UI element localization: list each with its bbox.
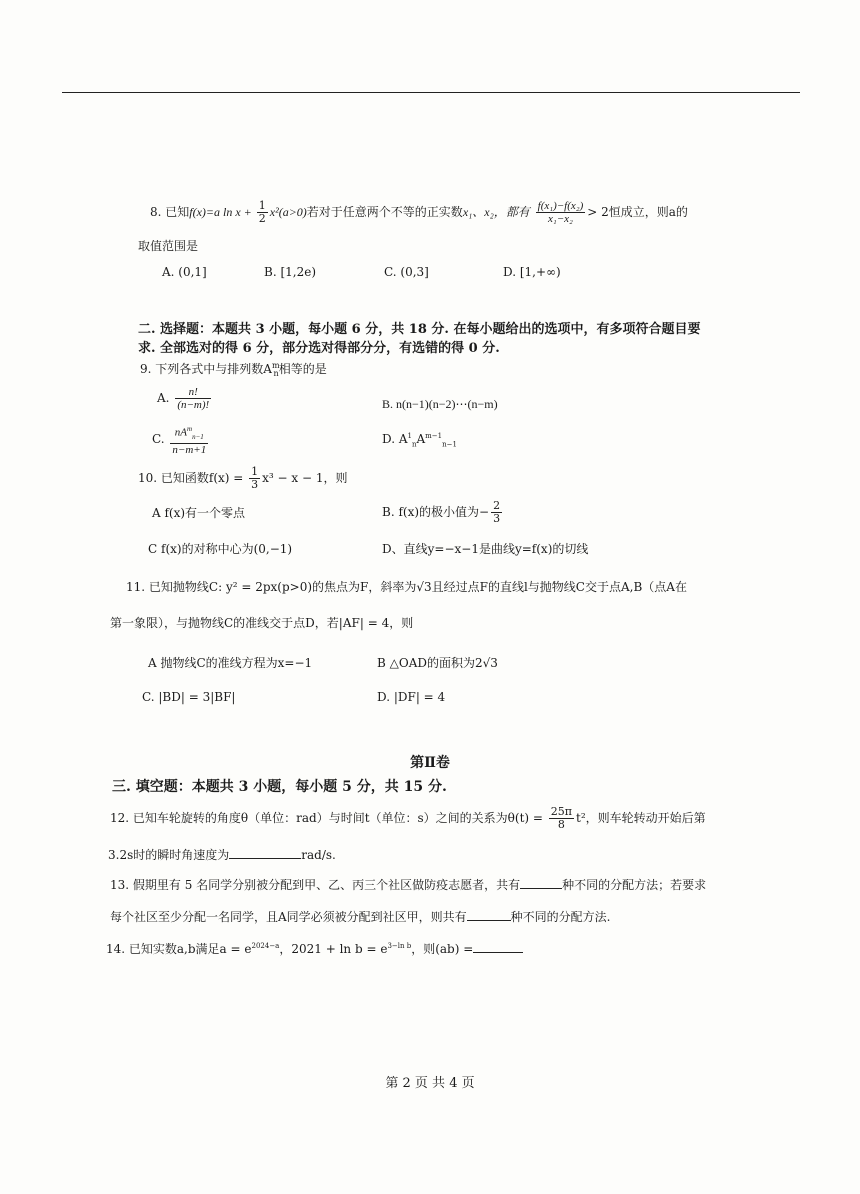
q12-unit: rad/s. [301,848,336,862]
q10-stem-text: 10. 已知函数f(x) = [138,471,248,485]
q10-option-c: C f(x)的对称中心为(0,−1) [148,542,293,556]
q9-a-den: (n−m)! [177,399,210,411]
q9-a-num: n! [175,386,211,399]
question-14 [106,940,523,957]
q8-expr2: x²(a>0) [269,205,307,219]
q14-answer-blank[interactable] [473,940,523,953]
q8-frac-den: x₁−x₂ [548,213,573,225]
q9-sub: n [273,369,279,379]
page-number: 第 2 页 共 4 页 [385,1076,475,1091]
q9-d-mid: A [416,432,426,446]
question-11-line1: 11. 已知抛物线C: y² = 2px(p>0)的焦点为F，斜率为√3且经过点F的直线l与抛物线C交于点A,B（点A在 [126,580,687,594]
q9-option-b: B. n(n−1)(n−2)⋯(n−m) [382,397,498,411]
q9-d-sub2: n−1 [442,440,457,449]
q9-option-a [157,386,213,411]
section2-line1: 二. 选择题：本题共 3 小题，每小题 6 分，共 18 分. 在每小题给出的选项中，有多项符合题目要 [138,322,701,337]
q10-b-den: 3 [493,512,501,525]
q12-text-b: t²，则车轮转动开始后第 [576,811,706,825]
q9-option-d [382,432,457,448]
question-12-line2 [108,846,336,863]
q9-c-sub: n−1 [192,432,204,441]
q10-b-frac [491,500,502,525]
question-8-line2: 取值范围是 [138,239,199,253]
part2-title: 第Ⅱ卷 [410,755,450,771]
q9-tail: 相等的是 [278,362,327,376]
q11-option-a: A 抛物线C的准线方程为x=−1 [148,656,313,670]
q14-text-a: 14. 已知实数a,b满足a = e [106,942,252,956]
q11-option-d: D. |DF| = 4 [377,690,446,704]
q12-den: 8 [557,818,565,831]
q9-d-sup1: 1 [407,432,412,440]
q9-option-c [152,423,210,456]
question-13-line2 [110,908,611,925]
q9-sup: m [271,361,280,370]
q9-d-text: D. A [382,432,408,446]
q8-option-a: A. (0,1] [162,265,207,279]
q9-c-label: C. [152,431,165,446]
q10-b-num: 2 [493,499,501,512]
q10-num: 1 [251,465,259,478]
q14-text-b: ，2021 + ln b = e [279,942,388,956]
q10-den: 3 [251,478,259,491]
q13-text-b: 种不同的分配方法；若要求 [562,878,707,892]
q13-text-a: 13. 假期里有 5 名同学分别被分配到甲、乙、丙三个社区做防疫志愿者，共有 [110,878,521,892]
section2-line2: 求. 全部选对的得 6 分，部分选对得部分分，有选错的得 0 分. [138,341,500,356]
q14-sup1: 2024−a [251,942,280,950]
q12-answer-blank[interactable] [229,846,301,859]
q8-label: 8. 已知 [150,205,190,219]
q9-d-sub1: n [411,440,417,449]
q8-fraction [536,200,586,225]
q10-option-a: A f(x)有一个零点 [152,506,246,520]
q8-option-b: B. [1,2e) [264,265,316,279]
q8-tail: > 2恒成立，则a的 [587,205,688,219]
q8-option-d: D. [1,+∞) [503,265,561,279]
q9-c-frac [170,423,208,456]
q10-option-b [382,500,504,525]
q9-a-frac [175,386,211,411]
section3-heading: 三. 填空题：本题共 3 小题，每小题 5 分，共 15 分. [112,779,447,795]
question-11-line2: 第一象限），与抛物线C的准线交于点D，若|AF| = 4，则 [110,616,414,630]
q8-half [257,200,268,225]
q8-option-c: C. (0,3] [384,265,429,279]
header-rule [62,92,800,93]
q8-vars: x₁、x₂，都有 [462,205,530,219]
q10-tail: x³ − x − 1，则 [262,471,348,485]
q8-expr: f(x)=a ln x + [189,205,255,219]
q9-c-num: nA [174,426,188,439]
q12-frac [549,806,574,831]
q8-half-den: 2 [258,212,266,225]
q10-option-d: D、直线y=−x−1是曲线y=f(x)的切线 [382,542,589,556]
q12-num: 25π [550,805,573,818]
question-12-line1 [110,806,706,831]
question-8-stem [150,200,688,225]
q12-text-c: 3.2s时的瞬时角速度为 [108,848,230,862]
q14-sup2: 3−ln b [387,942,412,950]
q9-stem-text: 9. 下列各式中与排列数A [140,362,272,376]
q9-a-label: A. [157,391,170,405]
q8-cond: 若对于任意两个不等的正实数 [306,205,463,219]
question-10-stem [138,466,348,491]
q13-text-c: 每个社区至少分配一名同学，且A同学必须被分配到社区甲，则共有 [110,910,467,924]
q9-c-sup: m [187,425,193,433]
q12-text-a: 12. 已知车轮旋转的角度θ（单位：rad）与时间t（单位：s）之间的关系为θ(t) = [110,811,547,825]
question-13-line1 [110,876,706,893]
q13-answer-blank-2[interactable] [467,908,511,921]
q11-option-b: B △OAD的面积为2√3 [377,656,498,670]
q8-half-num: 1 [258,199,266,212]
q9-c-den: n−m+1 [172,443,207,456]
q10-frac [249,466,260,491]
q8-frac-num: f(x₁)−f(x₂) [537,200,584,212]
q13-text-d: 种不同的分配方法. [510,910,611,924]
q11-option-c: C. |BD| = 3|BF| [142,690,236,704]
question-9-stem [140,360,327,378]
q10-b-text: B. f(x)的极小值为− [382,505,490,519]
q14-text-c: ，则(ab) = [411,942,474,956]
q9-d-sup2: m−1 [425,432,443,440]
q13-answer-blank-1[interactable] [520,876,562,889]
